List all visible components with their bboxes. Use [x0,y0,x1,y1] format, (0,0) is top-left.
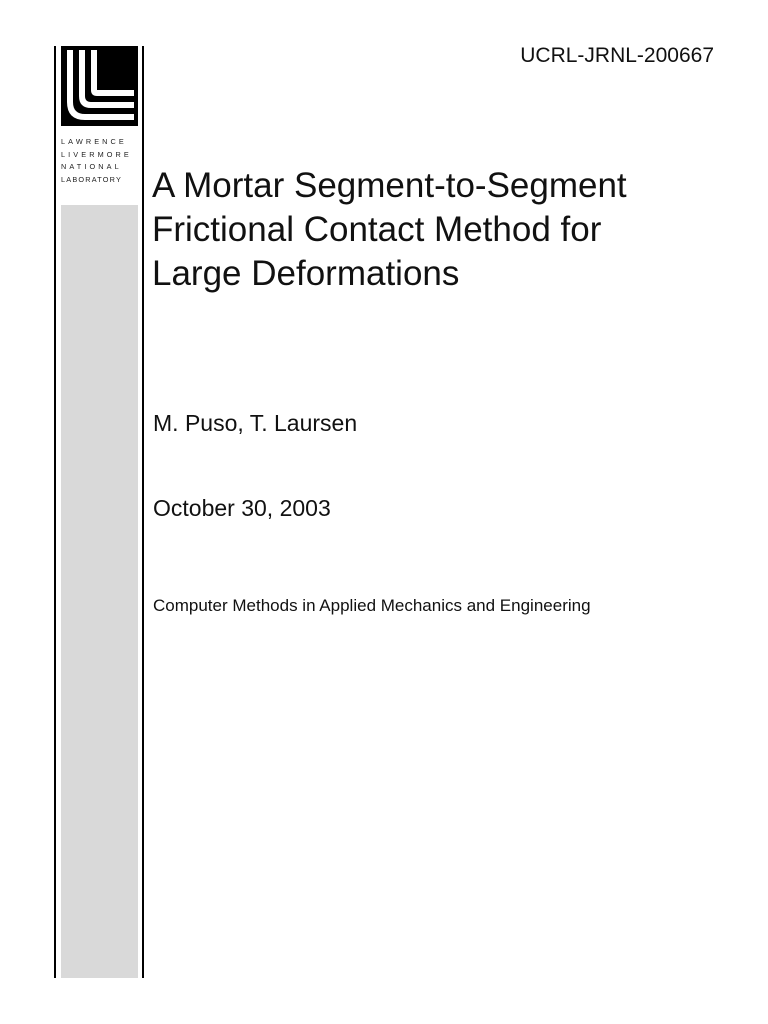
left-vertical-rule [54,46,56,978]
sidebar-gray-band [61,205,138,978]
llnl-logo [61,46,138,126]
publication-date: October 30, 2003 [153,495,331,521]
journal-name: Computer Methods in Applied Mechanics and Engineering [153,596,591,615]
lab-name-line: NATIONAL [61,162,122,171]
lab-name-line: LABORATORY [61,174,123,184]
title-line: Frictional Contact Method for [152,210,602,249]
lab-name-line: LAWRENCE [61,137,127,146]
report-number: UCRL-JRNL-200667 [520,44,714,67]
lab-name-line: LIVERMORE [61,149,132,159]
authors: M. Puso, T. Laursen [153,410,358,436]
title-line: A Mortar Segment-to-Segment [152,166,627,205]
laboratory-name [61,136,139,186]
right-vertical-rule [142,46,144,978]
document-title [152,164,732,296]
title-line: Large Deformations [152,254,460,293]
